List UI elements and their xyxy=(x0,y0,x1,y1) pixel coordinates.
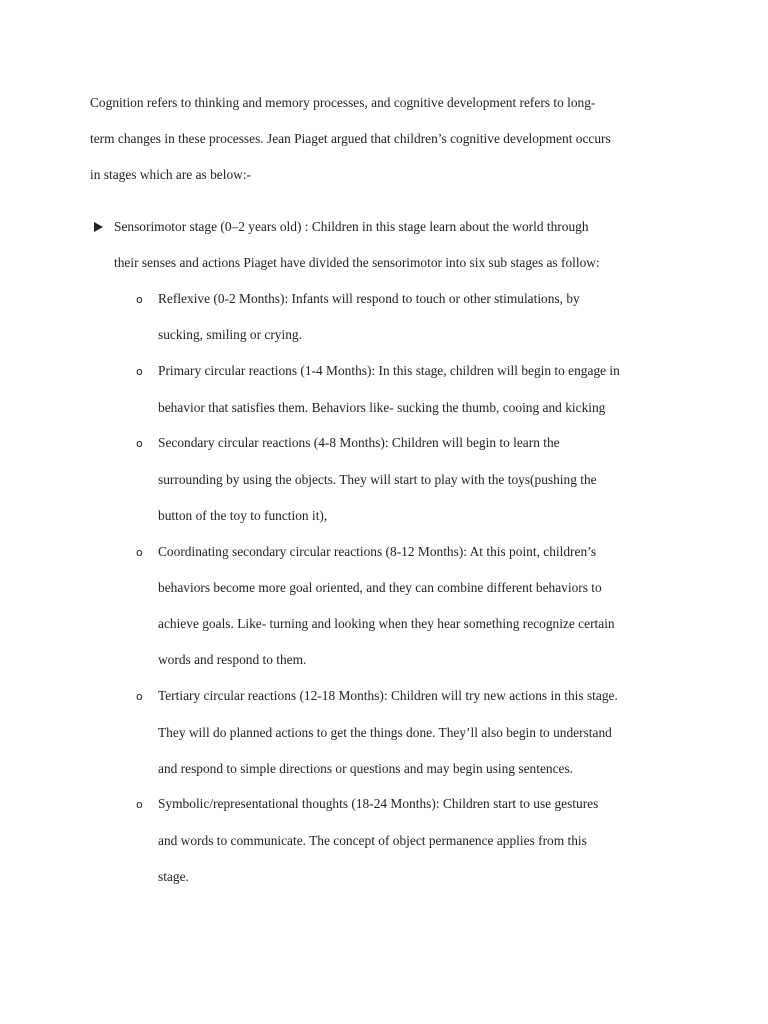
stage-line-1: Sensorimotor stage (0–2 years old) : Children in this stage learn about the world through xyxy=(114,219,589,234)
substage-3-line-3: button of the toy to function it), xyxy=(158,508,328,523)
substage-6-line-2: and words to communicate. The concept of object permanence applies from this xyxy=(158,833,587,848)
intro-line-2: term changes in these processes. Jean Piaget argued that children’s cognitive development occurs xyxy=(90,131,611,146)
substage-4-line-1: Coordinating secondary circular reactions (8-12 Months): At this point, children’s xyxy=(158,544,597,559)
substage-5-line-3: and respond to simple directions or questions and may begin using sentences. xyxy=(158,761,574,776)
stage-line-2: their senses and actions Piaget have divided the sensorimotor into six sub stages as follow: xyxy=(114,255,600,270)
sub-bullet-icon: o xyxy=(136,437,143,450)
sub-bullet-icon: o xyxy=(136,546,143,559)
substage-3-line-1: Secondary circular reactions (4-8 Months): Children will begin to learn the xyxy=(158,435,560,450)
substage-3-line-2: surrounding by using the objects. They will start to play with the toys(pushing the xyxy=(158,472,597,487)
substage-6-line-1: Symbolic/representational thoughts (18-24 Months): Children start to use gestures xyxy=(158,796,599,811)
intro-line-1: Cognition refers to thinking and memory processes, and cognitive development refers to long- xyxy=(90,95,596,110)
sub-bullet-icon: o xyxy=(136,798,143,811)
substage-4-line-4: words and respond to them. xyxy=(158,652,307,667)
intro-line-3: in stages which are as below:- xyxy=(90,167,252,182)
substage-5-line-2: They will do planned actions to get the things done. They’ll also begin to understand xyxy=(158,725,612,740)
sub-bullet-icon: o xyxy=(136,293,143,306)
substage-4-line-2: behaviors become more goal oriented, and they can combine different behaviors to xyxy=(158,580,602,595)
substage-2-line-2: behavior that satisfies them. Behaviors like- sucking the thumb, cooing and kicking xyxy=(158,400,606,415)
sub-bullet-icon: o xyxy=(136,690,143,703)
substage-6-line-3: stage. xyxy=(158,869,189,884)
substage-5-line-1: Tertiary circular reactions (12-18 Months): Children will try new actions in this stage. xyxy=(158,688,618,703)
substage-2-line-1: Primary circular reactions (1-4 Months): In this stage, children will begin to engage in xyxy=(158,363,620,378)
substage-1-line-2: sucking, smiling or crying. xyxy=(158,327,302,342)
substage-4-line-3: achieve goals. Like- turning and looking when they hear something recognize certain xyxy=(158,616,615,631)
arrow-bullet-icon xyxy=(94,222,103,232)
sub-bullet-icon: o xyxy=(136,365,143,378)
substage-1-line-1: Reflexive (0-2 Months): Infants will respond to touch or other stimulations, by xyxy=(158,291,580,306)
